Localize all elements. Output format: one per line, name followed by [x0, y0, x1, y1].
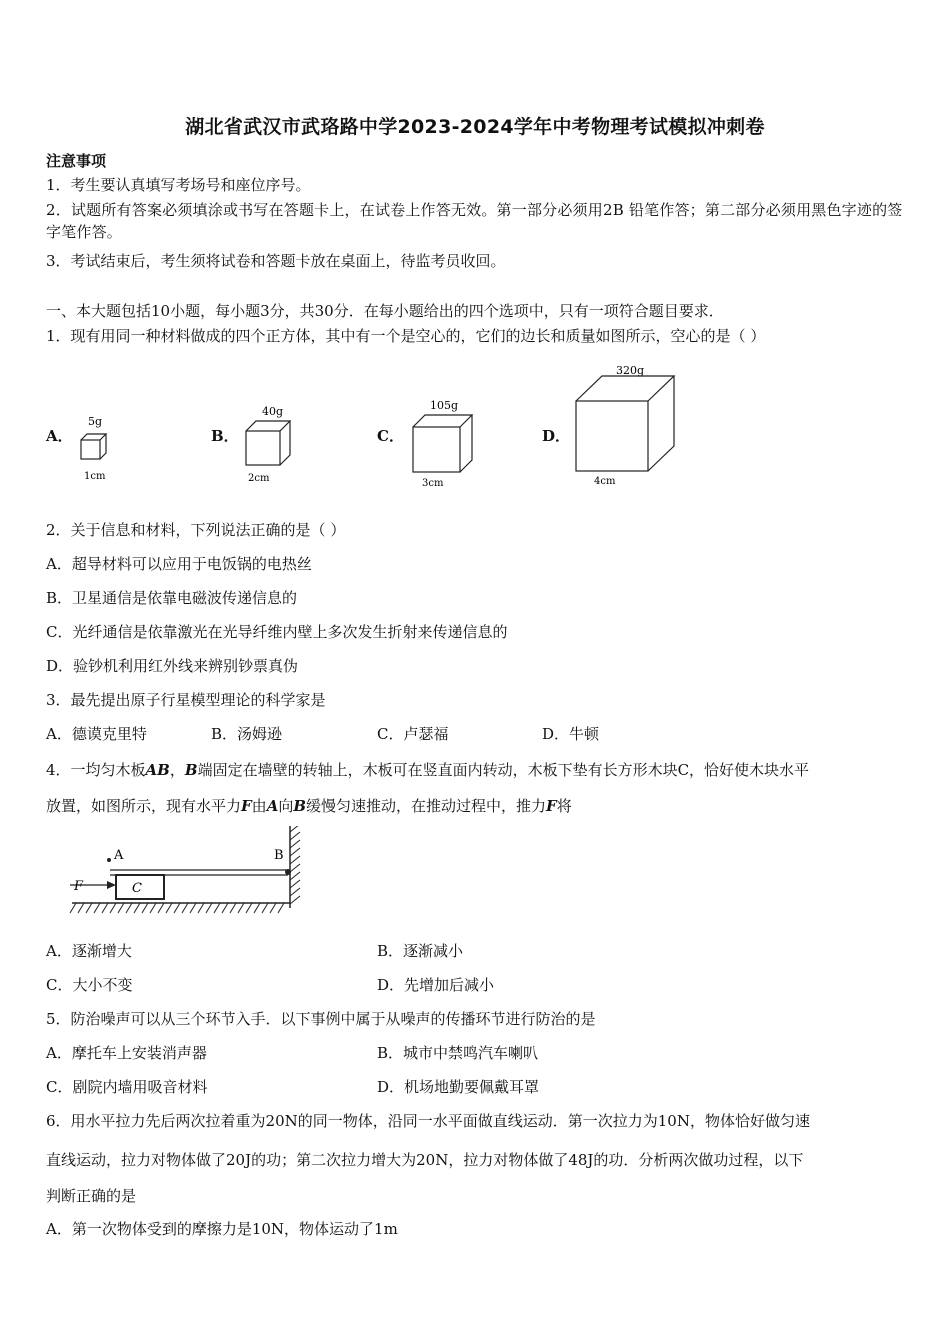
q5-option-b[interactable]: B．城市中禁鸣汽车喇叭: [377, 1044, 539, 1062]
cube-c-edge: 3cm: [422, 478, 444, 489]
notice-item-2: 2．试题所有答案必须填涂或书写在答题卡上，在试卷上作答无效。第一部分必须用2B 铅笔作答；第二部分必须用黑色字迹的签字笔作答。: [46, 201, 903, 241]
q4-text: 向: [278, 797, 294, 815]
q3-option-b[interactable]: B．汤姆逊: [211, 725, 283, 743]
q1-option-a-label[interactable]: A．: [46, 427, 73, 445]
q1-option-d-label[interactable]: D．: [542, 427, 571, 445]
q5-option-d[interactable]: D．机场地勤要佩戴耳罩: [377, 1078, 540, 1096]
q4-option-c[interactable]: C．大小不变: [46, 976, 133, 994]
q4-var-b: B: [293, 797, 307, 815]
q4-label-f: F: [74, 879, 84, 894]
q4-var-f: F: [241, 797, 252, 815]
q3-option-d[interactable]: D．牛顿: [542, 725, 600, 743]
q3-stem: 3．最先提出原子行星模型理论的科学家是: [46, 691, 326, 709]
q2-option-c[interactable]: C．光纤通信是依靠激光在光导纤维内壁上多次发生折射来传递信息的: [46, 623, 508, 641]
cube-b-edge: 2cm: [248, 473, 270, 484]
cube-b-icon: [246, 421, 290, 465]
q4-label-b: B: [274, 848, 284, 863]
q2-option-b[interactable]: B．卫星通信是依靠电磁波传递信息的: [46, 589, 298, 607]
q1-option-c-label[interactable]: C．: [377, 427, 404, 445]
q4-text: 由: [251, 797, 267, 815]
cube-d-mass: 320g: [616, 364, 645, 377]
notice-item-3: 3．考试结束后，考生须将试卷和答题卡放在桌面上，待监考员收回。: [46, 252, 506, 270]
q4-text: 放置，如图所示，现有水平力: [46, 797, 242, 815]
q2-option-d[interactable]: D．验钞机利用红外线来辨别钞票真伪: [46, 657, 299, 675]
q4-text: 端固定在墙壁的转轴上，木板可在竖直面内转动，木板下垫有长方形木块C，恰好使木块水平: [197, 761, 810, 779]
q4-stem-line-1: [46, 759, 906, 781]
q4-option-b[interactable]: B．逐渐减小: [377, 942, 464, 960]
q4-label-c: C: [132, 881, 142, 896]
q6-stem-line-2: 直线运动，拉力对物体做了20J的功；第二次拉力增大为20N，拉力对物体做了48J的功．分析两次做功过程，以下: [46, 1151, 804, 1169]
q4-var-b: B: [184, 761, 198, 779]
wall-hatching: [290, 826, 300, 904]
q4-option-a[interactable]: A．逐渐增大: [46, 942, 132, 960]
q4-var-ab: AB: [145, 761, 170, 779]
q6-option-a[interactable]: A．第一次物体受到的摩擦力是10N，物体运动了1m: [46, 1220, 398, 1238]
notice-heading: 注意事项: [46, 152, 107, 170]
q6-stem-line-1: 6．用水平拉力先后两次拉着重为20N的同一物体，沿同一水平面做直线运动．第一次拉力为10N，物体恰好做匀速: [46, 1112, 810, 1130]
q4-text: 将: [556, 797, 572, 815]
q1-stem: 1．现有用同一种材料做成的四个正方体，其中有一个是空心的，它们的边长和质量如图所示，空心的是（ ）: [46, 327, 766, 345]
q4-stem-line-2: [46, 795, 906, 817]
cube-b-mass: 40g: [262, 405, 284, 418]
q4-option-d[interactable]: D．先增加后减小: [377, 976, 495, 994]
floor-hatching: [70, 903, 284, 913]
q4-text: 4．一均匀木板: [46, 761, 146, 779]
q4-var-f: F: [546, 797, 557, 815]
q5-option-a[interactable]: A．摩托车上安装消声器: [46, 1044, 207, 1062]
cube-a-mass: 5g: [88, 415, 103, 428]
cube-d-icon: [576, 376, 674, 471]
notice-item-1: 1．考生要认真填写考场号和座位序号。: [46, 176, 311, 194]
q1-cubes-figure: [0, 355, 950, 495]
point-a-dot: [107, 858, 111, 862]
cube-c-icon: [413, 415, 472, 472]
q2-option-a[interactable]: A．超导材料可以应用于电饭锅的电热丝: [46, 555, 312, 573]
q2-stem: 2．关于信息和材料，下列说法正确的是（ ）: [46, 521, 346, 539]
q1-option-b-label[interactable]: B．: [211, 427, 239, 445]
q4-text: ，: [169, 761, 185, 779]
cube-d-edge: 4cm: [594, 476, 616, 487]
q3-option-a[interactable]: A．德谟克里特: [46, 725, 147, 743]
q4-label-a: A: [114, 848, 124, 863]
force-arrow-icon: [107, 881, 116, 889]
q4-var-a: A: [266, 797, 279, 815]
q6-stem-line-3: 判断正确的是: [46, 1187, 137, 1205]
q5-option-c[interactable]: C．剧院内墙用吸音材料: [46, 1078, 208, 1096]
q5-stem: 5．防治噪声可以从三个环节入手．以下事例中属于从噪声的传播环节进行防治的是: [46, 1010, 596, 1028]
section-1-header: 一、本大题包括10小题，每小题3分，共30分．在每小题给出的四个选项中，只有一项符合题目要求．: [46, 302, 724, 320]
cube-c-mass: 105g: [430, 399, 459, 412]
q3-option-c[interactable]: C．卢瑟福: [377, 725, 449, 743]
page-title: 湖北省武汉市武珞路中学2023-2024学年中考物理考试模拟冲刺卷: [185, 116, 765, 138]
q4-text: 缓慢匀速推动，在推动过程中，推力: [306, 797, 547, 815]
cube-a-icon: [81, 434, 106, 459]
q4-lever-figure: [60, 826, 330, 921]
cube-a-edge: 1cm: [84, 471, 106, 482]
